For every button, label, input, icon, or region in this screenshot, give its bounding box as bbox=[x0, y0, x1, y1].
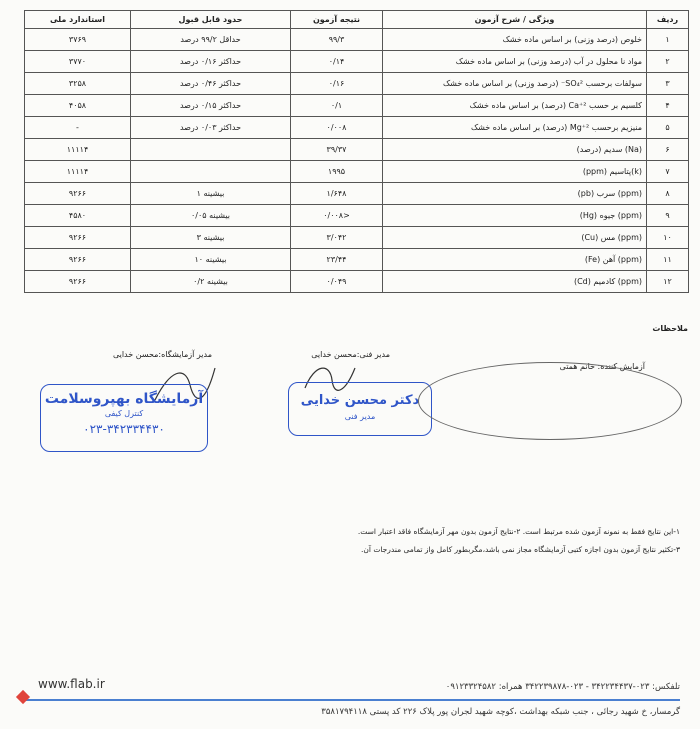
result-cell: ۳/۰۴۲ bbox=[291, 227, 383, 249]
row-number-cell: ۲ bbox=[647, 51, 689, 73]
row-number-cell: ۱۱ bbox=[647, 249, 689, 271]
row-number-cell: ۱ bbox=[647, 29, 689, 51]
description-cell: مواد نا محلول در آب (درصد وزنی) بر اساس ماده خشک bbox=[383, 51, 647, 73]
notes-label: ملاحظات bbox=[652, 324, 688, 333]
lab-manager-signature-label: مدیر آزمایشگاه:محسن خدایی bbox=[112, 350, 212, 359]
header-standard: استاندارد ملی bbox=[25, 11, 131, 29]
footer-contact: تلفکس: ۰۲۳-۳۴۲۲۳۴۴۳۷ - ۰۲۳-۳۴۲۲۳۹۸۷۸ همراه: ۰۹۱۲۳۳۲۴۵۸۲ bbox=[445, 682, 680, 692]
standard-cell: ۳۷۶۹ bbox=[25, 29, 131, 51]
tester-signature-label: آزمایش کننده: خانم همتی bbox=[559, 362, 645, 371]
limit-cell: بیشینه ۱۰ bbox=[131, 249, 291, 271]
row-number-cell: ۳ bbox=[647, 73, 689, 95]
standard-cell: ۹۲۶۶ bbox=[25, 249, 131, 271]
table-row bbox=[25, 271, 689, 293]
description-cell: سولفات برحسب SO₄²⁻ (درصد وزنی) بر اساس ماده خشک bbox=[383, 73, 647, 95]
standard-cell: ۹۲۶۶ bbox=[25, 227, 131, 249]
website-link[interactable]: www.flab.ir bbox=[38, 677, 105, 691]
standard-cell: ۳۲۵۸ bbox=[25, 73, 131, 95]
table-row bbox=[25, 161, 689, 183]
tech-manager-signature-label: مدیر فنی:محسن خدایی bbox=[311, 350, 390, 359]
result-cell: ۹۹/۳ bbox=[291, 29, 383, 51]
table-header-row bbox=[25, 11, 689, 29]
row-number-cell: ۴ bbox=[647, 95, 689, 117]
footnote-line-1: ۱-این نتایج فقط به نمونه آزمون شده مرتبط است. ۲-نتایج آزمون بدون مهر آزمایشگاه فاقد اعتبار است. bbox=[357, 527, 680, 536]
description-cell: (ppm) کادمیم (Cd) bbox=[383, 271, 647, 293]
row-number-cell: ۶ bbox=[647, 139, 689, 161]
standard-cell: - bbox=[25, 117, 131, 139]
limit-cell bbox=[131, 139, 291, 161]
table-body bbox=[25, 29, 689, 293]
limit-cell: بیشینه ۳ bbox=[131, 227, 291, 249]
result-cell: ۱۹۹۵ bbox=[291, 161, 383, 183]
table-row bbox=[25, 139, 689, 161]
row-number-cell: ۸ bbox=[647, 183, 689, 205]
row-number-cell: ۵ bbox=[647, 117, 689, 139]
table-row bbox=[25, 51, 689, 73]
standard-cell: ۴۵۸۰ bbox=[25, 205, 131, 227]
table-row bbox=[25, 183, 689, 205]
lab-stamp bbox=[40, 384, 208, 452]
result-cell: ۰/۰۰۸ bbox=[291, 117, 383, 139]
standard-cell: ۳۷۷۰ bbox=[25, 51, 131, 73]
table-row bbox=[25, 73, 689, 95]
doctor-stamp bbox=[288, 382, 432, 436]
result-cell: ۱/۶۴۸ bbox=[291, 183, 383, 205]
standard-cell: ۱۱۱۱۴ bbox=[25, 139, 131, 161]
limit-cell: بیشینه ۱ bbox=[131, 183, 291, 205]
description-cell: (ppm) مس (Cu) bbox=[383, 227, 647, 249]
description-cell: (Na) سدیم (درصد) bbox=[383, 139, 647, 161]
row-number-cell: ۷ bbox=[647, 161, 689, 183]
result-cell: ۲۳/۴۴ bbox=[291, 249, 383, 271]
result-cell: <۰/۰۰۸ bbox=[291, 205, 383, 227]
limit-cell: بیشینه ۰/۰۵ bbox=[131, 205, 291, 227]
description-cell: کلسیم بر حسب Ca⁺² (درصد) بر اساس ماده خشک bbox=[383, 95, 647, 117]
result-cell: ۰/۱ bbox=[291, 95, 383, 117]
result-cell: ۰/۰۴۹ bbox=[291, 271, 383, 293]
row-number-cell: ۱۲ bbox=[647, 271, 689, 293]
header-result: نتیجه آزمون bbox=[291, 11, 383, 29]
table-row bbox=[25, 29, 689, 51]
limit-cell: بیشینه ۰/۲ bbox=[131, 271, 291, 293]
tester-signature-oval bbox=[418, 362, 682, 440]
lab-stamp-name: آزمایشگاه بهپروسلامت bbox=[44, 391, 204, 407]
standard-cell: ۴۰۵۸ bbox=[25, 95, 131, 117]
result-cell: ۰/۱۶ bbox=[291, 73, 383, 95]
description-cell: منیزیم برحسب Mg⁺² (درصد) بر اساس ماده خشک bbox=[383, 117, 647, 139]
footer-divider bbox=[25, 699, 680, 701]
limit-cell: حداکثر ۰/۴۶ درصد bbox=[131, 73, 291, 95]
limit-cell bbox=[131, 161, 291, 183]
standard-cell: ۱۱۱۱۴ bbox=[25, 161, 131, 183]
table-row bbox=[25, 117, 689, 139]
limit-cell: حداکثر ۰/۱۵ درصد bbox=[131, 95, 291, 117]
limit-cell: حداکثر ۰/۱۶ درصد bbox=[131, 51, 291, 73]
standard-cell: ۹۲۶۶ bbox=[25, 183, 131, 205]
limit-cell: حداکثر ۰/۰۳ درصد bbox=[131, 117, 291, 139]
table-row bbox=[25, 227, 689, 249]
table-row bbox=[25, 249, 689, 271]
description-cell: (ppm) سرب (pb) bbox=[383, 183, 647, 205]
limit-cell: حداقل ۹۹/۲ درصد bbox=[131, 29, 291, 51]
table-row bbox=[25, 95, 689, 117]
lab-stamp-phone: ۰۲۳-۳۴۲۳۳۴۴۳۰ bbox=[83, 422, 165, 436]
diamond-icon bbox=[16, 690, 30, 704]
table-row bbox=[25, 205, 689, 227]
doctor-stamp-subtitle: مدیر فنی bbox=[344, 412, 376, 421]
row-number-cell: ۱۰ bbox=[647, 227, 689, 249]
header-row-number: ردیف bbox=[647, 11, 689, 29]
standard-cell: ۹۲۶۶ bbox=[25, 271, 131, 293]
description-cell: خلوص (درصد وزنی) بر اساس ماده خشک bbox=[383, 29, 647, 51]
footer-address: گرمسار، خ شهید رجائی ، جنب شبکه بهداشت ،کوچه شهید لجران پور پلاک ۲۲۶ کد پستی ۳۵۸۱۷۹۴۱۱۸ bbox=[321, 707, 680, 717]
row-number-cell: ۹ bbox=[647, 205, 689, 227]
footnote-line-2: ۳-تکثیر نتایج آزمون بدون اجازه کتبی آزمایشگاه مجاز نمی باشد،مگربطور کامل واز تمامی مندرجات آن. bbox=[360, 545, 680, 554]
result-cell: ۰/۱۴ bbox=[291, 51, 383, 73]
description-cell: (ppm) آهن (Fe) bbox=[383, 249, 647, 271]
lab-stamp-subtitle: کنترل کیفی bbox=[104, 409, 144, 418]
results-table bbox=[24, 10, 689, 293]
doctor-stamp-name: دکتر محسن خدایی bbox=[300, 393, 420, 408]
header-description: ویژگی / شرح آزمون bbox=[383, 11, 647, 29]
description-cell: (k)پتاسیم (ppm) bbox=[383, 161, 647, 183]
description-cell: (ppm) جیوه (Hg) bbox=[383, 205, 647, 227]
result-cell: ۳۹/۳۷ bbox=[291, 139, 383, 161]
header-limit: حدود قابل قبول bbox=[131, 11, 291, 29]
